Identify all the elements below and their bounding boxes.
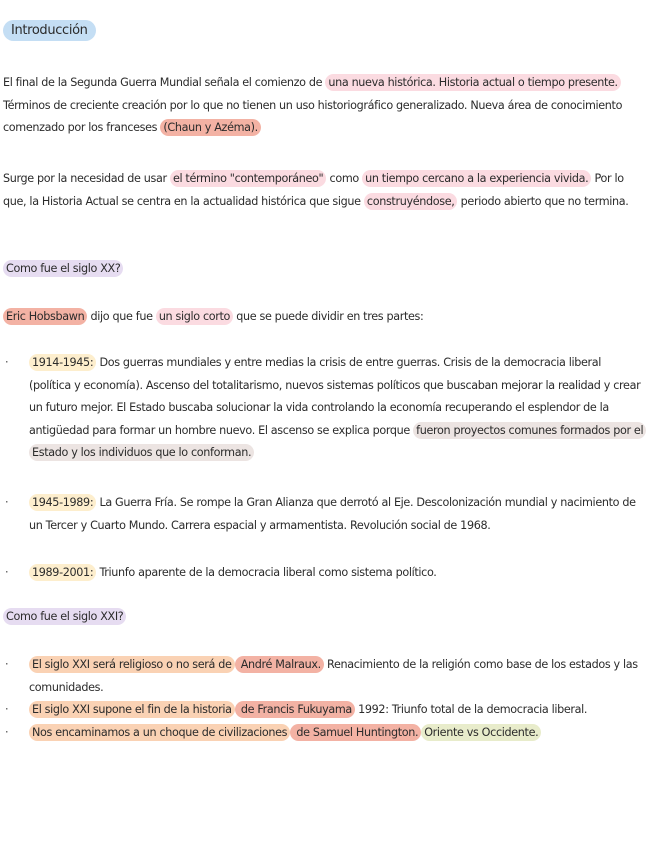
section-xx-list-3 [3, 562, 646, 585]
intro-p2-highlight-f: construyéndose, [364, 193, 458, 210]
quote-text: Renacimiento de la religión como base de los estados y las comunidades. [29, 658, 638, 694]
section-xx-list [3, 352, 646, 465]
quote-highlight: El siglo XXI supone el fin de la historia [29, 701, 235, 718]
author-highlight: de Francis Fukuyama [235, 701, 355, 718]
intro-p2-text-g: periodo abierto que no termina. [457, 194, 629, 208]
list-item [3, 352, 646, 465]
lead-text-d: que se puede dividir en tres partes: [233, 310, 424, 323]
period-date: 1989-2001: [29, 564, 96, 581]
hobsbawn-highlight: Eric Hobsbawn [3, 308, 87, 325]
list-item [3, 492, 646, 537]
section-xx-heading: Como fue el siglo XX? [3, 260, 123, 277]
author-highlight: de Samuel Huntington. [290, 724, 421, 741]
intro-paragraph-1 [3, 72, 646, 140]
intro-p1-highlight-d: (Chaun y Azéma). [160, 119, 261, 136]
intro-p2-highlight-d: un tiempo cercano a la experiencia vivida. [362, 170, 591, 187]
list-item [3, 722, 646, 745]
quote-highlight: Nos encaminamos a un choque de civilizaciones [29, 724, 290, 741]
period-text: Dos guerras mundiales y entre medias la crisis de entre guerras. Crisis de la democracia liberal (política y economía). Ascenso del totalitarismo, nuevos sistemas políticos que buscaban mejorar la realidad y crear un futuro mejor. El Estado buscaba solucionar la vida controlando la economía recuperando el esplendor de la antigüedad para formar un hombre nuevo. El ascenso se explica porque [29, 356, 641, 437]
section-xxi-heading: Como fue el siglo XXI? [3, 608, 126, 625]
period-date: 1945-1989: [29, 494, 96, 511]
intro-p1-highlight-b: una nueva histórica. Historia actual o tiempo presente. [325, 74, 620, 91]
period-text: Triunfo aparente de la democracia liberal como sistema político. [96, 566, 437, 579]
list-item [3, 654, 646, 699]
intro-paragraph-2 [3, 168, 646, 213]
period-text: La Guerra Fría. Se rompe la Gran Alianza que derrotó al Eje. Descolonización mundial y nacimiento de un Tercer y Cuarto Mundo. Carrera espacial y armamentista. Revolución social de 1968. [29, 496, 636, 532]
section-xxi-heading-block [3, 606, 646, 629]
section-xxi-list [3, 654, 646, 744]
lead-text-b: dijo que fue [87, 310, 156, 323]
siglo-corto-highlight: un siglo corto [156, 308, 233, 325]
period-date: 1914-1945: [29, 354, 96, 371]
period-highlight: fueron proyectos comunes formados por el Estado y los individuos que lo conforman. [29, 422, 646, 462]
title-block [3, 20, 646, 43]
section-xx-lead [3, 306, 646, 329]
quote-highlight: El siglo XXI será religioso o no será de [29, 656, 235, 673]
quote-text: 1992: Triunfo total de la democracia liberal. [354, 703, 588, 716]
list-item [3, 562, 646, 585]
intro-p2-text-e: Por lo que, la Historia Actual se centra en la actualidad histórica que sigue [3, 172, 624, 208]
list-item [3, 699, 646, 722]
intro-p1-text-a: El final de la Segunda Guerra Mundial señala el comienzo de [3, 76, 326, 89]
intro-p2-highlight-b: el término "contemporáneo" [170, 170, 326, 187]
intro-p1-text-c: Términos de creciente creación por lo que no tienen un uso historiográfico generalizado. Nueva área de conocimiento comenzado por los franceses [3, 98, 623, 134]
section-xx-list-2 [3, 492, 646, 537]
author-highlight: André Malraux. [235, 656, 324, 673]
section-xx-heading-block [3, 258, 646, 281]
conclusion-highlight: Oriente vs Occidente. [421, 724, 541, 741]
intro-p2-text-a: Surge por la necesidad de usar [3, 172, 170, 185]
intro-p2-text-c: como [326, 172, 363, 185]
page-title: Introducción [3, 20, 96, 41]
